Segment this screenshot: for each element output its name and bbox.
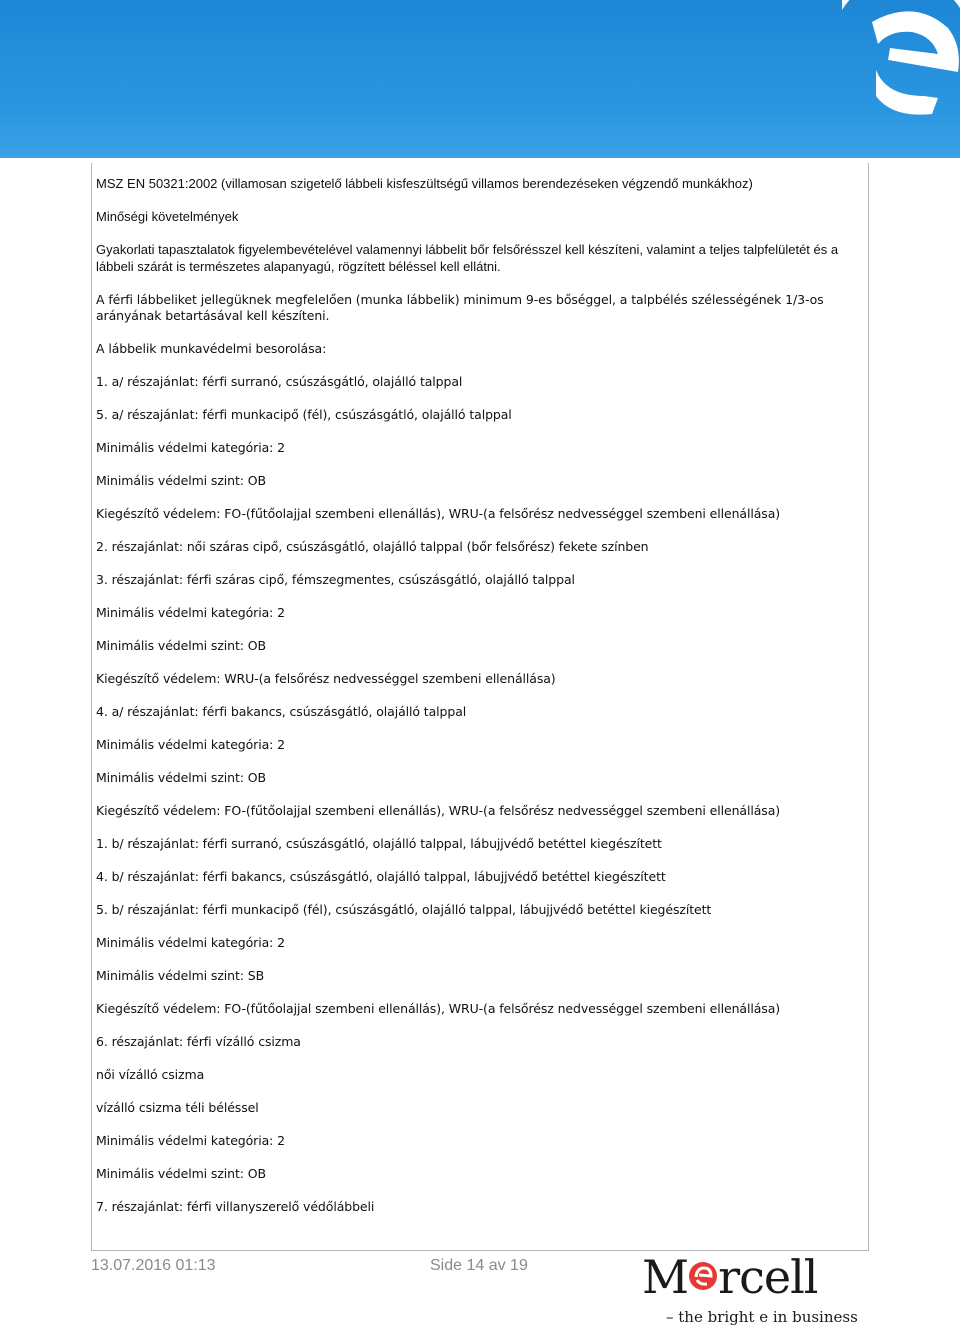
standard-title: MSZ EN 50321:2002 (villamosan szigetelő lábbeli kisfeszültségű villamos berendezéseken végzendő munkákhoz) xyxy=(96,176,753,191)
list-item: 7. részajánlat: férfi villanyszerelő védőlábbeli xyxy=(96,1199,375,1214)
brand-name-suffix: rcell xyxy=(718,1250,818,1304)
list-item: Kiegészítő védelem: WRU-(a felsőrész nedvességgel szembeni ellenállása) xyxy=(96,671,556,686)
list-item: 5. a/ részajánlat: férfi munkacipő (fél), csúszásgátló, olajálló talppal xyxy=(96,407,512,422)
list-item: Kiegészítő védelem: FO-(fűtőolajjal szembeni ellenállás), WRU-(a felsőrész nedvességgel szembeni ellenállása) xyxy=(96,803,781,818)
classification-heading: A lábbelik munkavédelmi besorolása: xyxy=(96,341,327,356)
footer-page-number: Side 14 av 19 xyxy=(430,1257,528,1274)
brand-tagline: – the bright e in business xyxy=(666,1308,858,1326)
list-item: Minimális védelmi kategória: 2 xyxy=(96,935,285,950)
list-item: 1. a/ részajánlat: férfi surranó, csúszásgátló, olajálló talppal xyxy=(96,374,463,389)
page-frame-left xyxy=(91,163,92,1250)
brand-logo xyxy=(642,1252,868,1328)
list-item: Minimális védelmi kategória: 2 xyxy=(96,440,285,455)
list-item: Minimális védelmi szint: OB xyxy=(96,770,266,785)
list-item: Minimális védelmi szint: SB xyxy=(96,968,265,983)
brand-name-prefix: M xyxy=(642,1250,689,1304)
list-item: Minimális védelmi szint: OB xyxy=(96,1166,266,1181)
marcell-e-logo-icon xyxy=(820,0,960,120)
list-item: Minimális védelmi kategória: 2 xyxy=(96,605,285,620)
list-item: Minimális védelmi kategória: 2 xyxy=(96,1133,285,1148)
list-item: Minimális védelmi kategória: 2 xyxy=(96,737,285,752)
footer-date: 13.07.2016 01:13 xyxy=(91,1257,216,1274)
list-item: 6. részajánlat: férfi vízálló csizma xyxy=(96,1034,301,1049)
list-item: Kiegészítő védelem: FO-(fűtőolajjal szembeni ellenállás), WRU-(a felsőrész nedvességgel szembeni ellenállása) xyxy=(96,506,781,521)
list-item: 3. részajánlat: férfi száras cipő, fémszegmentes, csúszásgátló, olajálló talppal xyxy=(96,572,575,587)
document-body xyxy=(96,176,864,1232)
list-item: 2. részajánlat: női száras cipő, csúszásgátló, olajálló talppal (bőr felsőrész) fekete színben xyxy=(96,539,649,554)
list-item: 4. b/ részajánlat: férfi bakancs, csúszásgátló, olajálló talppal, lábujjvédő betéttel kiegészített xyxy=(96,869,666,884)
requirements-paragraph: Gyakorlati tapasztalatok figyelembevételével valamennyi lábbelit bőr felsőrésszel kell készíteni, valamint a teljes talpfelületét és a lábbeli szárát is természetes alapanyagú, rögzített béléssel kell ellátni. xyxy=(96,242,839,274)
list-item: Minimális védelmi szint: OB xyxy=(96,638,266,653)
header-band xyxy=(0,0,960,158)
brand-name xyxy=(642,1250,818,1304)
list-item: Kiegészítő védelem: FO-(fűtőolajjal szembeni ellenállás), WRU-(a felsőrész nedvességgel szembeni ellenállása) xyxy=(96,1001,781,1016)
list-item: 5. b/ részajánlat: férfi munkacipő (fél), csúszásgátló, olajálló talppal, lábujjvédő betéttel kiegészített xyxy=(96,902,712,917)
list-item: 1. b/ részajánlat: férfi surranó, csúszásgátló, olajálló talppal, lábujjvédő betéttel kiegészített xyxy=(96,836,662,851)
list-item: 4. a/ részajánlat: férfi bakancs, csúszásgátló, olajálló talppal xyxy=(96,704,467,719)
sizing-paragraph: A férfi lábbeliket jellegüknek megfelelően (munka lábbelik) minimum 9-es bőséggel, a talpbélés szélességének 1/3-os arányának betartásával kell készíteni. xyxy=(96,291,824,323)
page-frame-right xyxy=(868,163,869,1250)
list-item: női vízálló csizma xyxy=(96,1067,205,1082)
marcell-e-logo-icon xyxy=(688,1259,718,1293)
section-heading: Minőségi követelmények xyxy=(96,209,239,224)
list-item: vízálló csizma téli béléssel xyxy=(96,1100,259,1115)
list-item: Minimális védelmi szint: OB xyxy=(96,473,266,488)
